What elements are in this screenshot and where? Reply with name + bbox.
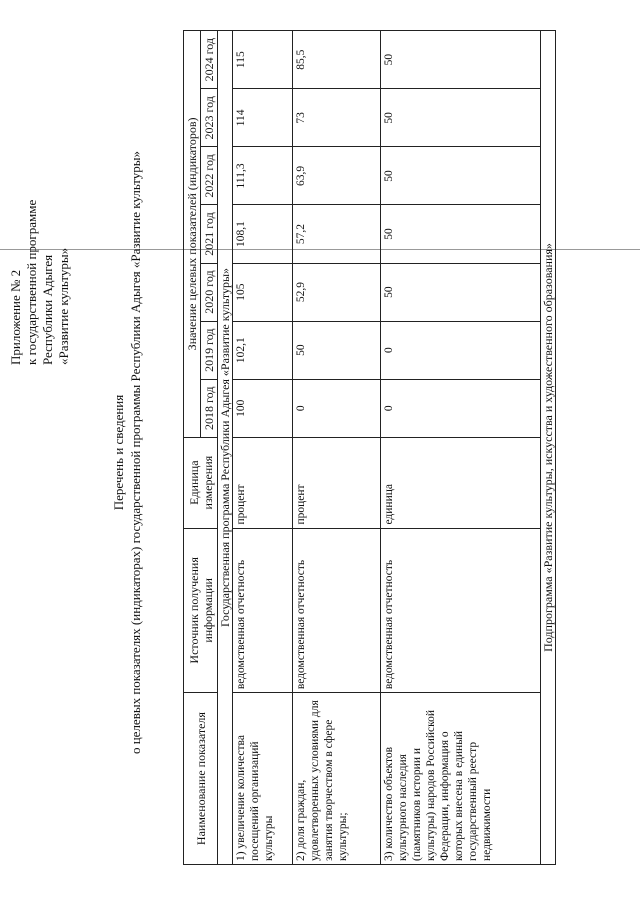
indicator-value: 50 [381, 147, 541, 205]
indicator-value: 73 [293, 89, 381, 147]
indicators-table [183, 30, 556, 865]
header-year: 2019 год [201, 321, 218, 379]
appendix-line: «Развитие культуры» [56, 247, 71, 365]
indicator-value: 50 [381, 31, 541, 89]
header-unit: Единица измерения [184, 437, 218, 528]
indicator-unit: единица [381, 437, 541, 528]
header-values-group: Значение целевых показателей (индикаторов) [184, 31, 201, 438]
indicator-name: 2) доля граждан, удовлетворенных условиями для занятия творчеством в сфере культуры; [293, 693, 381, 865]
indicator-value: 50 [381, 263, 541, 321]
header-year: 2024 год [201, 31, 218, 89]
indicator-value: 0 [381, 321, 541, 379]
indicator-unit: процент [293, 437, 381, 528]
appendix-line: к государственной программе [24, 199, 39, 365]
indicator-source: ведомственная отчетность [233, 528, 293, 693]
header-row [184, 31, 201, 865]
indicator-name: 3) количество объектов культурного наследия (памятников истории и культуры) народов Российской Федерации, информация о которых внесена в единый государственный реестр недвижимости [381, 693, 541, 865]
appendix-line: Приложение № 2 [8, 269, 23, 365]
header-year: 2022 год [201, 147, 218, 205]
indicator-value: 0 [293, 379, 381, 437]
appendix-note [8, 115, 72, 365]
title-line-2: о целевых показателях (индикаторах) государственной программы Республики Адыгея «Развитие культуры» [128, 150, 143, 755]
indicator-value: 114 [233, 89, 293, 147]
header-year: 2023 год [201, 89, 218, 147]
title-line-1: Перечень и сведения [111, 394, 126, 511]
indicator-value: 57,2 [293, 205, 381, 263]
section-row [218, 31, 233, 865]
indicator-value: 50 [293, 321, 381, 379]
indicator-value: 50 [381, 89, 541, 147]
indicator-name: 1) увеличение количества посещений организаций культуры [233, 693, 293, 865]
indicator-value: 108,1 [233, 205, 293, 263]
table-row [381, 31, 541, 865]
header-year: 2021 год [201, 205, 218, 263]
indicator-value: 85,5 [293, 31, 381, 89]
section-row [541, 31, 556, 865]
indicator-source: ведомственная отчетность [381, 528, 541, 693]
indicator-value: 50 [381, 205, 541, 263]
section-subprogram: Подпрограмма «Развитие культуры, искусства и художественного образования» [541, 31, 556, 865]
table-row [293, 31, 381, 865]
table-row [233, 31, 293, 865]
indicator-value: 102,1 [233, 321, 293, 379]
document-title [110, 20, 144, 885]
appendix-line: Республики Адыгея [40, 254, 55, 365]
indicator-value: 111,3 [233, 147, 293, 205]
header-year: 2020 год [201, 263, 218, 321]
header-year: 2018 год [201, 379, 218, 437]
section-program: Государственная программа Республики Адыгея «Развитие культуры» [218, 31, 233, 865]
header-name: Наименование показателя [184, 693, 218, 865]
header-source: Источник получения информации [184, 528, 218, 693]
indicator-value: 115 [233, 31, 293, 89]
indicator-source: ведомственная отчетность [293, 528, 381, 693]
indicator-unit: процент [233, 437, 293, 528]
indicator-value: 0 [381, 379, 541, 437]
indicator-value: 100 [233, 379, 293, 437]
indicator-value: 52,9 [293, 263, 381, 321]
indicator-value: 105 [233, 263, 293, 321]
indicator-value: 63,9 [293, 147, 381, 205]
